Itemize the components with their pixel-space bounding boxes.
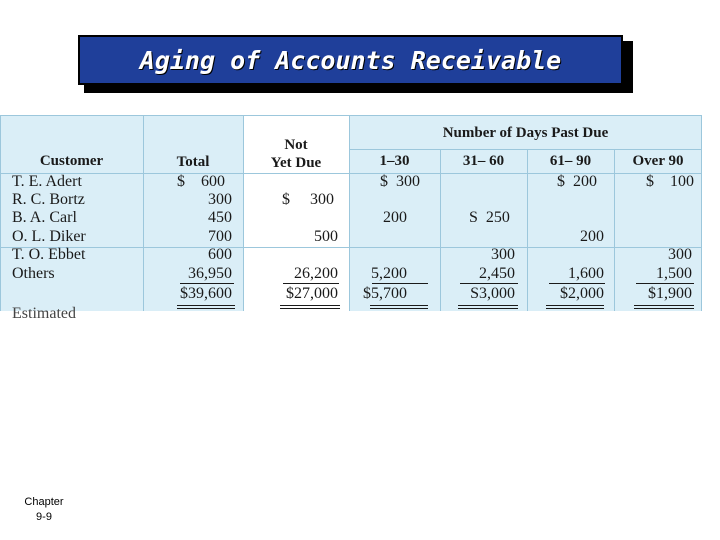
customer-name: T. E. Adert xyxy=(12,173,82,190)
customer-name: B. A. Carl xyxy=(12,209,77,226)
total-cell: 450 xyxy=(208,209,232,226)
not-yet-due-header-line2: Yet Due xyxy=(270,155,322,171)
customer-name: R. C. Bortz xyxy=(12,191,85,208)
column-rule xyxy=(0,115,1,311)
days-31-60-total-cell: S3,000 xyxy=(470,285,515,302)
estimated-row-label: Estimated xyxy=(12,305,76,322)
days-1-30-cell: 200 xyxy=(383,209,407,226)
total-double-rule xyxy=(280,308,340,309)
customer-header: Customer xyxy=(39,153,104,169)
total-cell: 700 xyxy=(208,228,232,245)
total-double-rule xyxy=(458,308,518,309)
days-61-90-cell: 200 xyxy=(580,228,604,245)
total-double-rule xyxy=(177,305,235,306)
days-1-30-cell: $ 300 xyxy=(380,173,420,190)
not-yet-due-total-cell: $27,000 xyxy=(286,285,338,302)
over-90-cell: $ 100 xyxy=(646,173,694,190)
over-90-cell: 300 xyxy=(668,246,692,263)
total-cell: 36,950 xyxy=(188,265,232,282)
title-banner xyxy=(78,35,623,85)
total-double-rule xyxy=(546,305,604,306)
grand-total-cell: $39,600 xyxy=(180,285,232,302)
days-past-due-header: Number of Days Past Due xyxy=(442,125,609,141)
not-yet-due-cell: 26,200 xyxy=(294,265,338,282)
footer-page-number: 9-9 xyxy=(36,511,52,523)
customer-name: Others xyxy=(12,265,55,282)
page-title: Aging of Accounts Receivable xyxy=(139,45,562,75)
customer-name: O. L. Diker xyxy=(12,228,86,245)
days-61-90-total-cell: $2,000 xyxy=(560,285,604,302)
not-yet-due-cell: 500 xyxy=(314,228,338,245)
total-double-rule xyxy=(634,308,694,309)
subtotal-rule xyxy=(180,283,234,284)
group-header-rule xyxy=(349,149,702,150)
row-divider xyxy=(0,247,702,248)
subtotal-rule xyxy=(372,283,428,284)
subtotal-rule xyxy=(460,283,518,284)
days-31-60-cell: 2,450 xyxy=(479,265,515,282)
table-top-rule xyxy=(0,115,702,116)
days-1-30-header: 1–30 xyxy=(379,153,410,169)
not-yet-due-header-line1: Not xyxy=(284,137,308,153)
days-31-60-cell: S 250 xyxy=(469,209,510,226)
subtotal-rule xyxy=(283,283,339,284)
chapter-footer xyxy=(0,495,88,525)
customer-name: T. O. Ebbet xyxy=(12,246,86,263)
not-yet-due-cell: $ 300 xyxy=(282,191,334,208)
days-31-60-cell: 300 xyxy=(491,246,515,263)
total-cell: 600 xyxy=(208,246,232,263)
subtotal-rule xyxy=(549,283,605,284)
days-31-60-header: 31– 60 xyxy=(462,153,505,169)
total-double-rule xyxy=(370,305,428,306)
total-double-rule xyxy=(458,305,518,306)
total-header: Total xyxy=(176,154,210,170)
total-cell: $ 600 xyxy=(177,173,225,190)
footer-chapter-label: Chapter xyxy=(24,496,64,508)
subtotal-rule xyxy=(636,283,694,284)
days-61-90-cell: $ 200 xyxy=(557,173,597,190)
over-90-total-cell: $1,900 xyxy=(648,285,692,302)
over-90-header: Over 90 xyxy=(632,153,684,169)
total-double-rule xyxy=(546,308,604,309)
total-double-rule xyxy=(177,308,235,309)
total-cell: 300 xyxy=(208,191,232,208)
days-1-30-cell: 5,200 xyxy=(371,265,407,282)
column-rule xyxy=(143,115,144,311)
over-90-cell: 1,500 xyxy=(656,265,692,282)
column-rule xyxy=(701,115,702,311)
days-61-90-header: 61– 90 xyxy=(549,153,592,169)
total-double-rule xyxy=(370,308,428,309)
total-double-rule xyxy=(634,305,694,306)
column-rule xyxy=(349,115,350,311)
days-61-90-cell: 1,600 xyxy=(568,265,604,282)
days-1-30-total-cell: $5,700 xyxy=(363,285,407,302)
total-double-rule xyxy=(280,305,340,306)
aging-table xyxy=(0,115,702,322)
